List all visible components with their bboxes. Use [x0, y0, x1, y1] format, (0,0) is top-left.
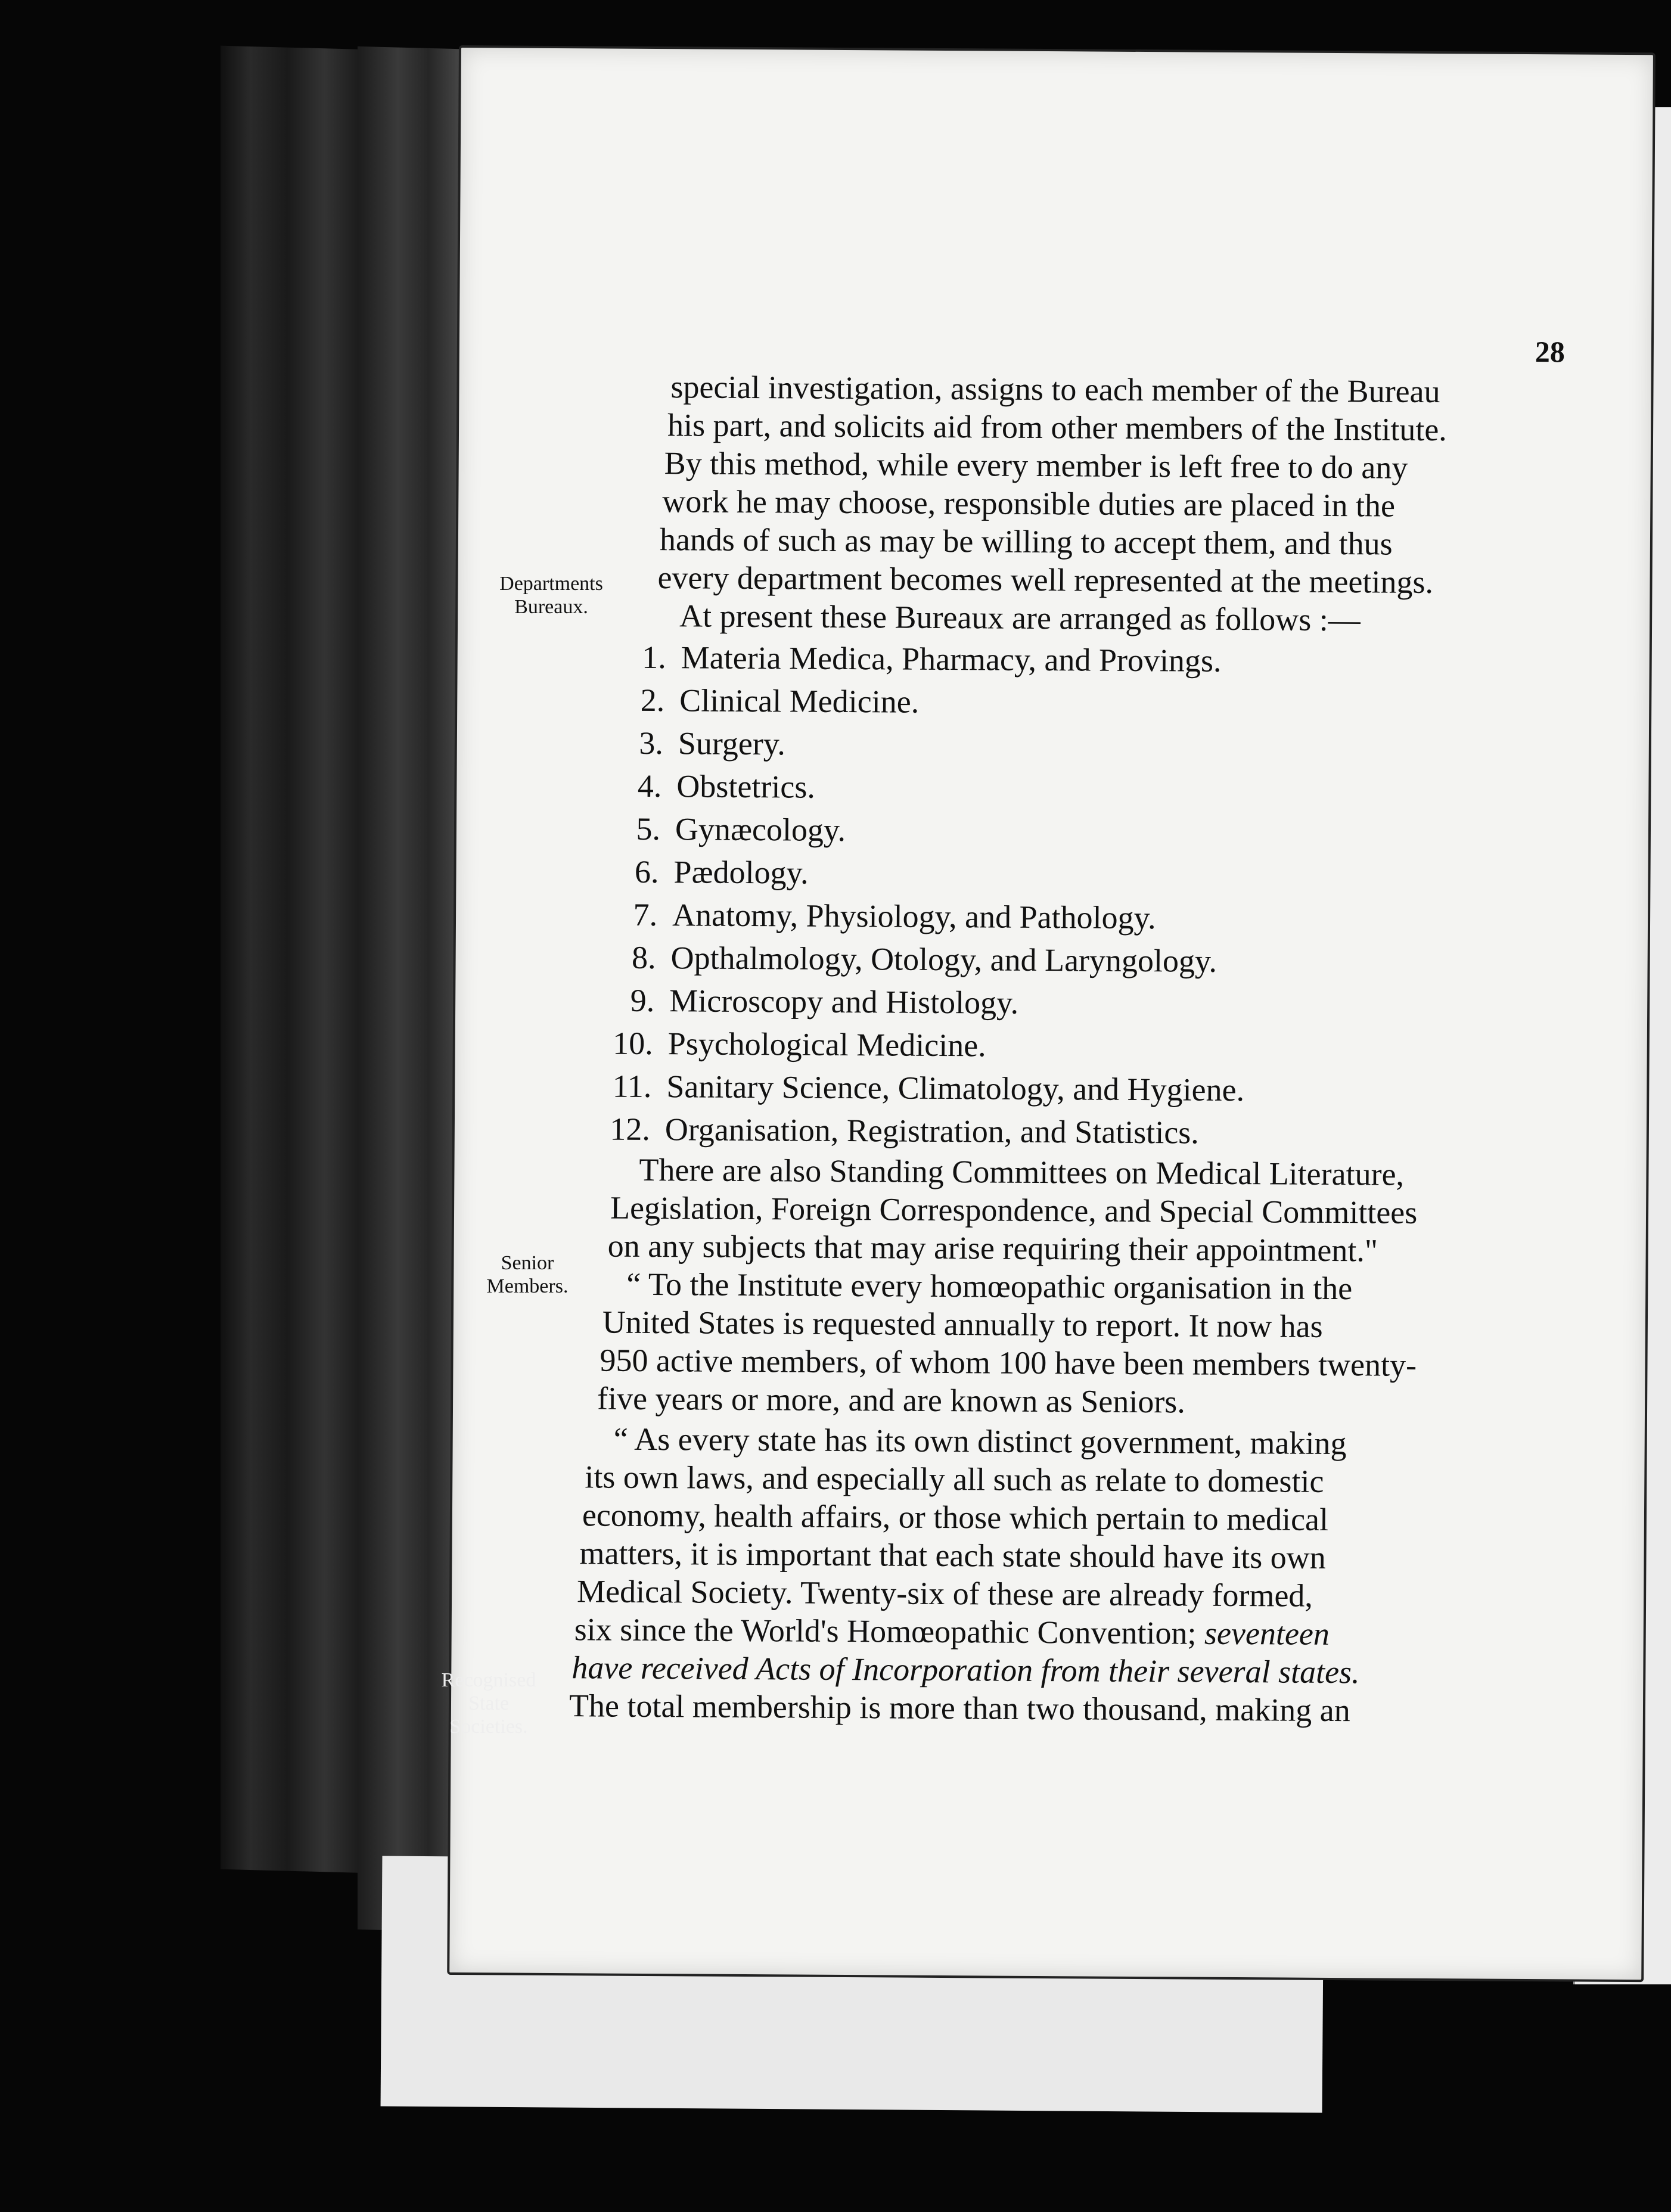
body-line-roman: six since the World's Homœopathic Convention;: [574, 1611, 1197, 1651]
page-sheet: [447, 45, 1656, 1982]
body-line: 950 active members, of whom 100 have been members twenty-: [600, 1342, 1417, 1383]
margin-note-line: Bureaux.: [514, 596, 588, 619]
margin-note-line: Members.: [486, 1275, 569, 1298]
list-number: 9.: [630, 982, 655, 1019]
body-line: matters, it is important that each state should have its own: [579, 1535, 1326, 1576]
book-page-edges-inner: [358, 46, 459, 1932]
list-number: 11.: [612, 1068, 652, 1105]
list-item: Opthalmology, Otology, and Laryngology.: [670, 940, 1217, 979]
margin-note-senior: [453, 1251, 602, 1298]
body-line: economy, health affairs, or those which pertain to medical: [582, 1497, 1329, 1537]
body-line: work he may choose, responsible duties are placed in the: [662, 483, 1396, 524]
list-number: 8.: [631, 939, 656, 976]
list-item: Surgery.: [678, 725, 786, 762]
margin-note-recognised: [411, 1669, 566, 1738]
body-line-italic: seventeen: [1204, 1615, 1330, 1652]
margin-note-line: Senior: [501, 1252, 554, 1274]
margin-note-departments: [477, 572, 626, 619]
margin-note-line: Recognised: [441, 1669, 536, 1691]
body-line-italic: have received Acts of Incorporation from their several states.: [572, 1649, 1360, 1691]
list-item: Psychological Medicine.: [667, 1026, 986, 1064]
list-item: Sanitary Science, Climatology, and Hygiene.: [666, 1068, 1245, 1108]
book-page-edges: [220, 46, 372, 1874]
list-item: Obstetrics.: [676, 768, 816, 805]
body-line: “ As every state has its own distinct government, making: [613, 1421, 1347, 1462]
body-line: five years or more, and are known as Seniors.: [597, 1380, 1185, 1420]
list-number: 4.: [637, 768, 662, 804]
list-item: Gynæcology.: [675, 811, 846, 848]
body-line: At present these Bureaux are arranged as follows :—: [679, 598, 1361, 638]
list-item: Organisation, Registration, and Statistics.: [664, 1111, 1199, 1151]
list-number: 5.: [636, 810, 661, 847]
list-number: 7.: [633, 896, 658, 933]
body-line: There are also Standing Committees on Medical Literature,: [639, 1151, 1405, 1192]
body-line: The total membership is more than two thousand, making an: [569, 1688, 1350, 1729]
page-number: 28: [1535, 335, 1566, 369]
margin-note-line: Societies.: [449, 1716, 528, 1738]
body-line: By this method, while every member is left free to do any: [664, 445, 1408, 486]
margin-note-line: State: [468, 1692, 509, 1715]
list-number: 3.: [639, 725, 664, 762]
list-item: Clinical Medicine.: [679, 682, 920, 720]
body-line: on any subjects that may arise requiring their appointment.": [607, 1228, 1378, 1269]
list-number: 1.: [642, 639, 666, 676]
list-number: 12.: [610, 1111, 651, 1147]
body-line: hands of such as may be willing to accept them, and thus: [659, 521, 1393, 562]
list-number: 2.: [640, 682, 665, 719]
body-line: [574, 1613, 1330, 1650]
list-item: Anatomy, Physiology, and Pathology.: [672, 897, 1156, 936]
list-item: Microscopy and Histology.: [669, 983, 1019, 1021]
body-line: United States is requested annually to report. It now has: [602, 1304, 1323, 1344]
body-line: his part, and solicits aid from other members of the Institute.: [667, 407, 1447, 448]
list-number: 10.: [613, 1025, 653, 1062]
list-number: 6.: [634, 853, 659, 890]
list-item: Materia Medica, Pharmacy, and Provings.: [681, 639, 1222, 679]
body-line: Legislation, Foreign Correspondence, and Special Committees: [610, 1189, 1418, 1231]
body-line: “ To the Institute every homœopathic organisation in the: [626, 1266, 1353, 1307]
body-line: Medical Society. Twenty-six of these are already formed,: [576, 1573, 1313, 1614]
margin-note-line: Departments: [499, 573, 603, 595]
body-line: its own laws, and especially all such as relate to domestic: [585, 1459, 1324, 1499]
body-line: special investigation, assigns to each member of the Bureau: [670, 369, 1440, 410]
body-line: every department becomes well represented at the meetings.: [657, 560, 1434, 601]
list-item: Pædology.: [673, 854, 809, 891]
